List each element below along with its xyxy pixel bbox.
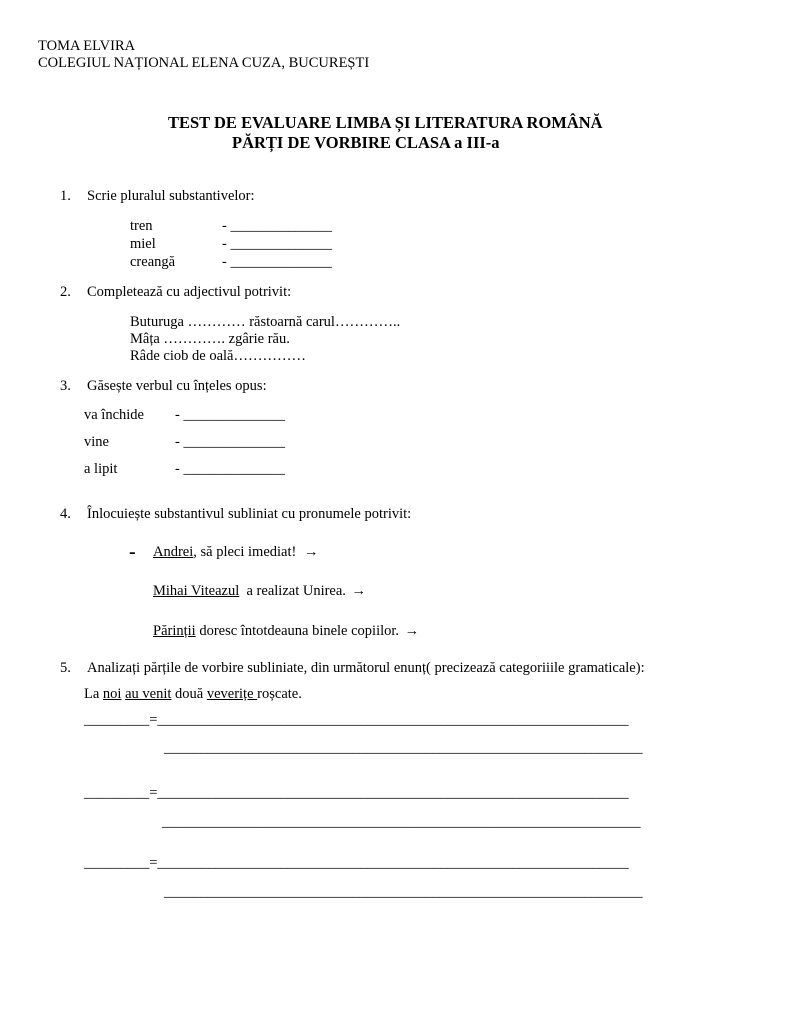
sentence-line xyxy=(153,545,318,560)
answer-continuation-line: __________________________________________________________________ xyxy=(162,814,641,830)
sentence-line: Buturuga ………… răstoarnă carul………….. xyxy=(130,314,401,330)
question-text: Completează cu adjectivul potrivit: xyxy=(87,284,292,300)
question-text: Analizați părțile de vorbire subliniate, din următorul enunț( precizează categoriiile gramaticale): xyxy=(87,660,645,676)
sentence-line xyxy=(153,624,419,639)
page-title: TEST DE EVALUARE LIMBA ȘI LITERATURA ROMÂNĂ xyxy=(168,113,603,132)
school-name: COLEGIUL NAȚIONAL ELENA CUZA, BUCUREȘTI xyxy=(38,55,370,71)
sentence-rest: doresc întotdeauna binele copiilor. xyxy=(195,623,400,639)
sentence-line: Mâța …………. zgârie rău. xyxy=(130,331,290,347)
question-number: 2. xyxy=(60,284,71,300)
page-subtitle: PĂRȚI DE VORBIRE CLASA a III-a xyxy=(232,133,500,152)
answer-blank: - ______________ xyxy=(222,254,332,270)
question-text: Scrie pluralul substantivelor: xyxy=(87,188,255,204)
underlined-word: noi xyxy=(102,686,122,702)
analysis-sentence xyxy=(84,687,302,702)
answer-blank: - ______________ xyxy=(175,461,285,477)
word: a lipit xyxy=(84,461,118,477)
question-number: 1. xyxy=(60,188,71,204)
sentence-part: două xyxy=(171,686,207,702)
answer-blank: - ______________ xyxy=(222,236,332,252)
question-number: 5. xyxy=(60,660,71,676)
underlined-noun: Mihai Viteazul xyxy=(153,583,240,599)
answer-blank: - ______________ xyxy=(222,218,332,234)
question-text: Găsește verbul cu înțeles opus: xyxy=(87,378,267,394)
sentence-line: Râde ciob de oală…………… xyxy=(130,348,306,364)
word: creangă xyxy=(130,254,176,270)
sentence-rest: , să pleci imediat! xyxy=(193,544,297,560)
word: va închide xyxy=(84,407,144,423)
underlined-noun: Andrei xyxy=(153,544,194,560)
sentence-part: roșcate. xyxy=(257,686,302,702)
word: miel xyxy=(130,236,156,252)
sentence-rest: a realizat Unirea. xyxy=(239,583,346,599)
arrow-icon: → xyxy=(351,583,367,599)
answer-line: _________=_________________________________________________________________ xyxy=(84,855,629,871)
author-name: TOMA ELVIRA xyxy=(38,38,136,54)
answer-line: _________=_________________________________________________________________ xyxy=(84,785,629,801)
arrow-icon: → xyxy=(303,544,319,560)
question-number: 4. xyxy=(60,506,71,522)
answer-blank: - ______________ xyxy=(175,407,285,423)
question-number: 3. xyxy=(60,378,71,394)
underlined-noun: Părinții xyxy=(153,623,196,639)
bullet-dash: - xyxy=(129,541,136,563)
word: tren xyxy=(130,218,153,234)
answer-continuation-line: __________________________________________________________________ xyxy=(164,740,643,756)
answer-blank: - ______________ xyxy=(175,434,285,450)
sentence-line xyxy=(153,584,366,599)
word: vine xyxy=(84,434,109,450)
question-text: Înlocuiește substantivul subliniat cu pronumele potrivit: xyxy=(87,506,412,522)
underlined-word: veverițe xyxy=(206,686,258,702)
underlined-word: au venit xyxy=(125,686,172,702)
arrow-icon: → xyxy=(404,623,420,639)
sentence-part: La xyxy=(84,686,103,702)
answer-continuation-line: __________________________________________________________________ xyxy=(164,884,643,900)
answer-line: _________=_________________________________________________________________ xyxy=(84,712,629,728)
